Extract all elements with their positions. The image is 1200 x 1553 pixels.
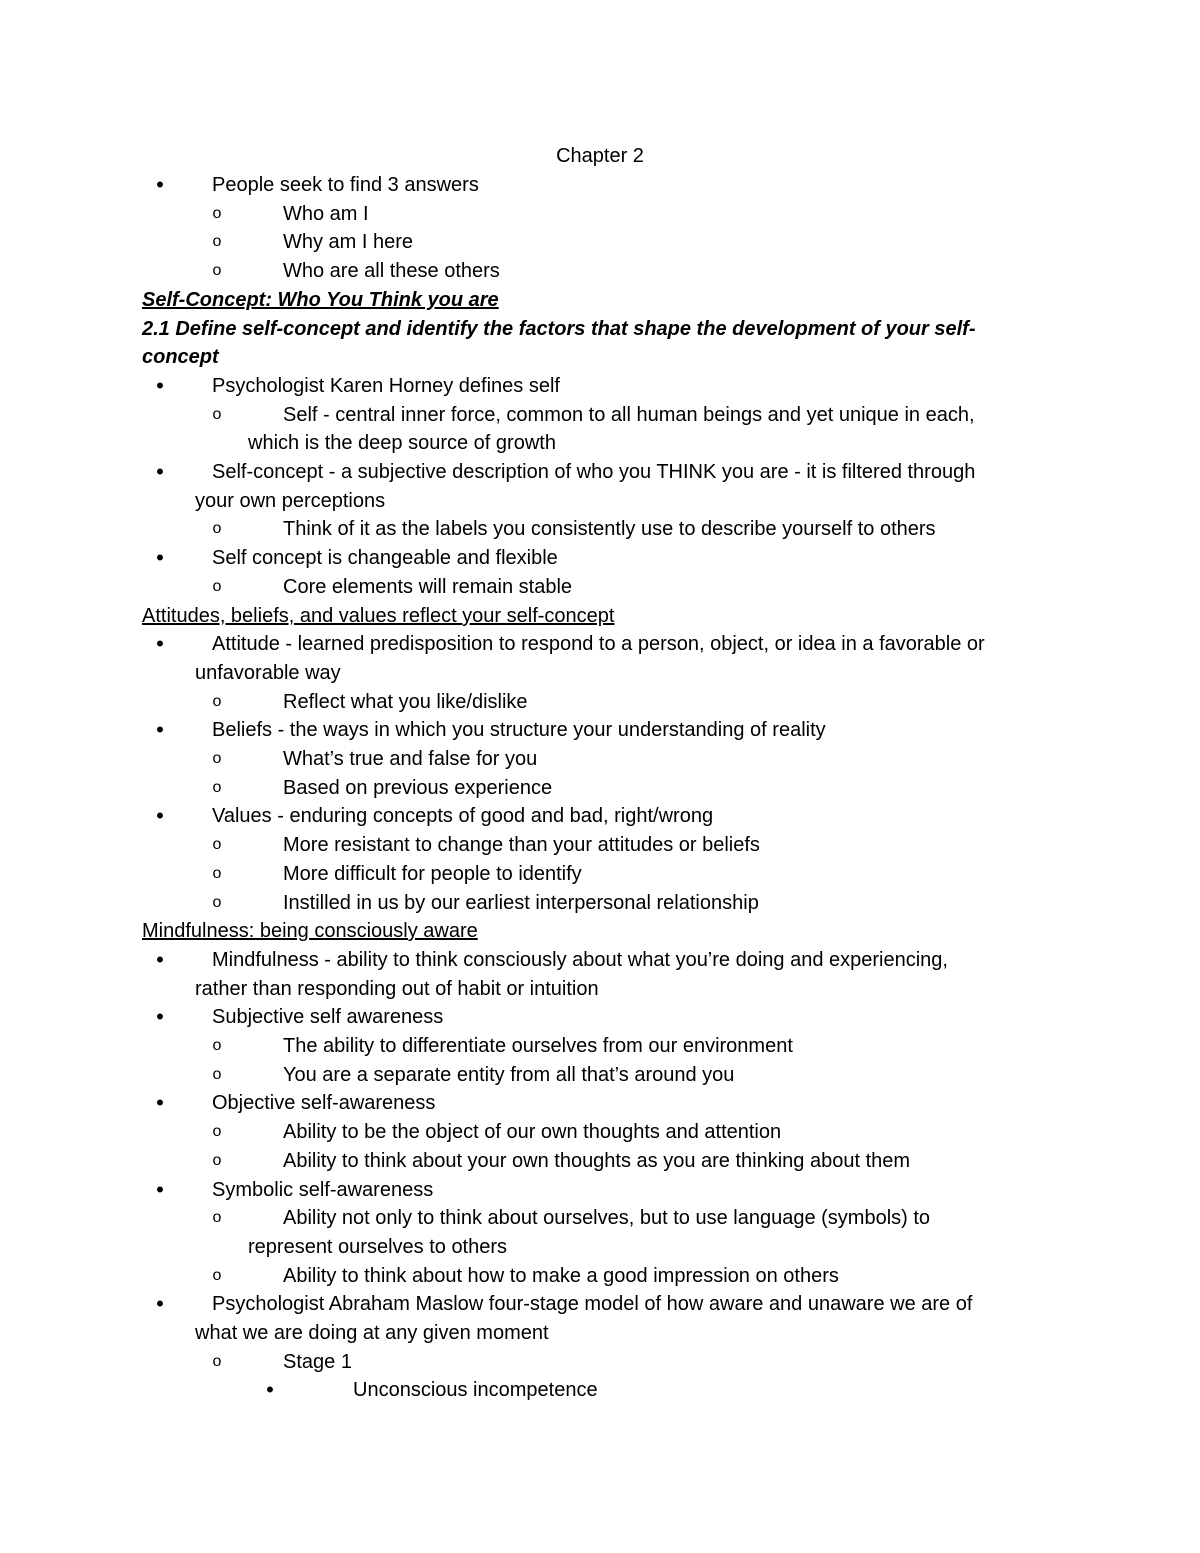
objective-heading: concept [142, 346, 219, 368]
circle-bullet-icon: o [212, 1267, 222, 1284]
list-item-text: Ability to think about your own thoughts as you are thinking about them [283, 1150, 911, 1172]
circle-bullet-icon: o [212, 578, 222, 595]
list-item-text: Based on previous experience [283, 777, 553, 799]
section-heading: Self-Concept: Who You Think you are [142, 289, 499, 311]
list-item-text: Objective self-awareness [212, 1092, 436, 1114]
page-title: Chapter 2 [556, 145, 644, 167]
list-item-text: Unconscious incompetence [353, 1379, 598, 1401]
bullet-icon: • [156, 172, 164, 197]
list-item-text: More resistant to change than your attitudes or beliefs [283, 834, 760, 856]
bullet-icon: • [156, 631, 164, 656]
list-item-text: Self - central inner force, common to all human beings and yet unique in each, [283, 404, 975, 426]
bullet-icon: • [156, 717, 164, 742]
list-item-text: Beliefs - the ways in which you structure your understanding of reality [212, 719, 826, 741]
circle-bullet-icon: o [212, 205, 222, 222]
circle-bullet-icon: o [212, 865, 222, 882]
circle-bullet-icon: o [212, 750, 222, 767]
list-item-text: Symbolic self-awareness [212, 1179, 434, 1201]
circle-bullet-icon: o [212, 836, 222, 853]
list-item-continuation: unfavorable way [195, 662, 341, 684]
circle-bullet-icon: o [212, 520, 222, 537]
list-item-text: Think of it as the labels you consistently use to describe yourself to others [283, 518, 936, 540]
bullet-icon: • [156, 1090, 164, 1115]
list-item-text: The ability to differentiate ourselves from our environment [283, 1035, 793, 1057]
list-item-text: Core elements will remain stable [283, 576, 573, 598]
circle-bullet-icon: o [212, 262, 222, 279]
circle-bullet-icon: o [212, 1066, 222, 1083]
bullet-icon: • [156, 545, 164, 570]
circle-bullet-icon: o [212, 1152, 222, 1169]
circle-bullet-icon: o [212, 1353, 222, 1370]
list-item-text: Subjective self awareness [212, 1006, 444, 1028]
list-item-text: Psychologist Karen Horney defines self [212, 375, 560, 397]
list-item-continuation: what we are doing at any given moment [195, 1322, 549, 1344]
bullet-icon: • [156, 373, 164, 398]
list-item-text: Ability to think about how to make a good impression on others [283, 1265, 839, 1287]
list-item-text: Attitude - learned predisposition to respond to a person, object, or idea in a favorable or [212, 633, 985, 655]
list-item-text: Self concept is changeable and flexible [212, 547, 558, 569]
bullet-icon: • [156, 803, 164, 828]
bullet-icon: • [156, 1177, 164, 1202]
list-item-text: Reflect what you like/dislike [283, 691, 528, 713]
circle-bullet-icon: o [212, 233, 222, 250]
bullet-icon: • [156, 459, 164, 484]
circle-bullet-icon: o [212, 1037, 222, 1054]
section-heading: Mindfulness: being consciously aware [142, 920, 478, 942]
circle-bullet-icon: o [212, 779, 222, 796]
circle-bullet-icon: o [212, 1123, 222, 1140]
circle-bullet-icon: o [212, 406, 222, 423]
circle-bullet-icon: o [212, 894, 222, 911]
list-item-text: Who are all these others [283, 260, 500, 282]
bullet-icon: • [156, 1291, 164, 1316]
list-item-continuation: rather than responding out of habit or intuition [195, 978, 599, 1000]
bullet-icon: • [266, 1377, 274, 1402]
bullet-icon: • [156, 947, 164, 972]
list-item-text: Ability to be the object of our own thoughts and attention [283, 1121, 782, 1143]
list-item-text: Mindfulness - ability to think consciously about what you’re doing and experiencing, [212, 949, 948, 971]
list-item-continuation: your own perceptions [195, 490, 386, 512]
circle-bullet-icon: o [212, 693, 222, 710]
list-item-text: Self-concept - a subjective description of who you THINK you are - it is filtered through [212, 461, 976, 483]
list-item-text: Stage 1 [283, 1351, 352, 1373]
list-item-text: You are a separate entity from all that’s around you [283, 1064, 735, 1086]
list-item-text: Instilled in us by our earliest interpersonal relationship [283, 892, 759, 914]
circle-bullet-icon: o [212, 1209, 222, 1226]
list-item-text: Psychologist Abraham Maslow four-stage model of how aware and unaware we are of [212, 1293, 973, 1315]
bullet-icon: • [156, 1004, 164, 1029]
list-item-text: Why am I here [283, 231, 414, 253]
list-item-continuation: represent ourselves to others [248, 1236, 508, 1258]
list-item-continuation: which is the deep source of growth [248, 432, 556, 454]
objective-heading: 2.1 Define self-concept and identify the factors that shape the development of your self- [142, 318, 976, 340]
list-item-text: What’s true and false for you [283, 748, 538, 770]
list-item-text: People seek to find 3 answers [212, 174, 479, 196]
list-item-text: Who am I [283, 203, 369, 225]
list-item-text: Values - enduring concepts of good and bad, right/wrong [212, 805, 714, 827]
section-heading: Attitudes, beliefs, and values reflect your self-concept [142, 605, 615, 627]
list-item-text: Ability not only to think about ourselves, but to use language (symbols) to [283, 1207, 931, 1229]
list-item-text: More difficult for people to identify [283, 863, 582, 885]
